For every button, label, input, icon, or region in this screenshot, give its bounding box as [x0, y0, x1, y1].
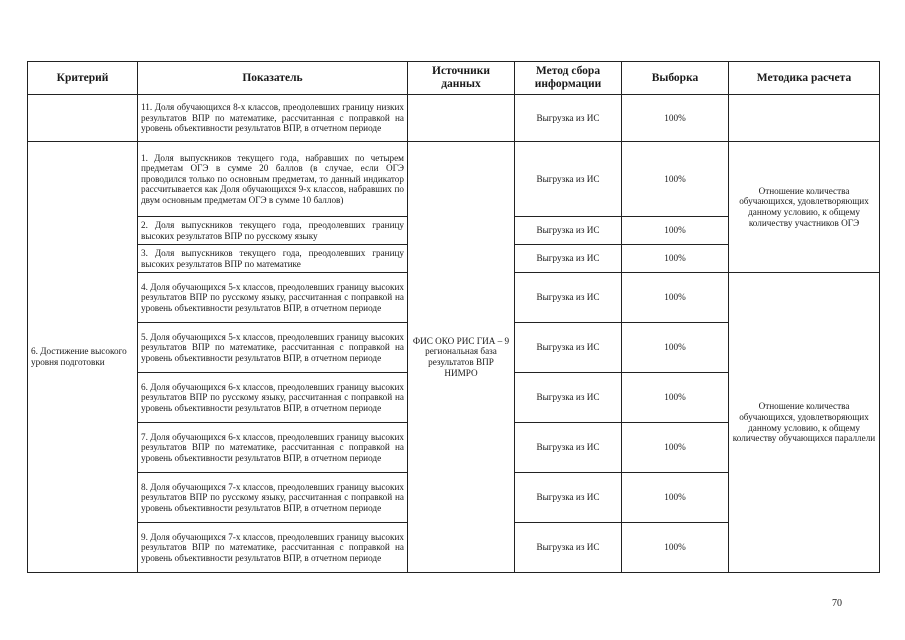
- table-row: [28, 142, 880, 217]
- sample-cell: 100%: [622, 423, 729, 473]
- page-number: 70: [832, 598, 842, 609]
- sample-cell: 100%: [622, 142, 729, 217]
- indicator-cell: 7. Доля обучающихся 6-х классов, преодолевших границу высоких результатов ВПР по математике, рассчитанная с поправкой на уровень объективности результатов ВПР, в отчетном периоде: [138, 423, 408, 473]
- header-sources: Источники данных: [408, 62, 515, 95]
- sample-cell: 100%: [622, 523, 729, 573]
- method-cell: Выгрузка из ИС: [515, 323, 622, 373]
- sample-cell: 100%: [622, 217, 729, 245]
- indicator-cell: 9. Доля обучающихся 7-х классов, преодолевших границу высоких результатов ВПР по математике, рассчитанная с поправкой на уровень объективности результатов ВПР, в отчетном периоде: [138, 523, 408, 573]
- methodology-cell-parallel: Отношение количества обучающихся, удовлетворяющих данному условию, к общему количеству обучающихся параллели: [729, 273, 880, 573]
- method-cell: Выгрузка из ИС: [515, 217, 622, 245]
- methodology-cell-empty: [729, 95, 880, 142]
- table-row: [28, 95, 880, 142]
- method-cell: Выгрузка из ИС: [515, 373, 622, 423]
- indicator-cell: 2. Доля выпускников текущего года, преодолевших границу высоких результатов ВПР по русскому языку: [138, 217, 408, 245]
- indicator-cell: 4. Доля обучающихся 5-х классов, преодолевших границу высоких результатов ВПР по русскому языку, рассчитанная с поправкой на уровень объективности результатов ВПР, в отчетном периоде: [138, 273, 408, 323]
- table-header-row: [28, 62, 880, 95]
- header-method: Метод сбора информации: [515, 62, 622, 95]
- sample-cell: 100%: [622, 373, 729, 423]
- method-cell: Выгрузка из ИС: [515, 245, 622, 273]
- criterion-cell-empty: [28, 95, 138, 142]
- method-cell: Выгрузка из ИС: [515, 423, 622, 473]
- method-cell: Выгрузка из ИС: [515, 523, 622, 573]
- indicator-cell: 8. Доля обучающихся 7-х классов, преодолевших границу высоких результатов ВПР по русскому языку, рассчитанная с поправкой на уровень объективности результатов ВПР, в отчетном периоде: [138, 473, 408, 523]
- criterion-cell: 6. Достижение высокого уровня подготовки: [28, 142, 138, 573]
- indicator-cell: 6. Доля обучающихся 6-х классов, преодолевших границу высоких результатов ВПР по русскому языку, рассчитанная с поправкой на уровень объективности результатов ВПР, в отчетном периоде: [138, 373, 408, 423]
- indicator-cell: 11. Доля обучающихся 8-х классов, преодолевших границу низких результатов ВПР по математике, рассчитанная с поправкой на уровень объективности результатов ВПР, в отчетном периоде: [138, 95, 408, 142]
- indicator-cell: 1. Доля выпускников текущего года, набравших по четырем предметам ОГЭ в сумме 20 баллов (в случае, если ОГЭ проводился только по основным предметам, то данный индикатор рассчитывается как Доля обучающихся 9-х классов, набравших по двум основным предметам ОГЭ в сумме 10 баллов): [138, 142, 408, 217]
- sample-cell: 100%: [622, 273, 729, 323]
- sources-cell: ФИС ОКО РИС ГИА – 9 региональная база результатов ВПР НИМРО: [408, 142, 515, 573]
- sample-cell: 100%: [622, 245, 729, 273]
- sample-cell: 100%: [622, 473, 729, 523]
- header-criterion: Критерий: [28, 62, 138, 95]
- header-methodology: Методика расчета: [729, 62, 880, 95]
- criteria-table: [27, 61, 880, 573]
- header-indicator: Показатель: [138, 62, 408, 95]
- indicator-cell: 5. Доля обучающихся 5-х классов, преодолевших границу высоких результатов ВПР по математике, рассчитанная с поправкой на уровень объективности результатов ВПР, в отчетном периоде: [138, 323, 408, 373]
- sample-cell: 100%: [622, 323, 729, 373]
- method-cell: Выгрузка из ИС: [515, 473, 622, 523]
- method-cell: Выгрузка из ИС: [515, 95, 622, 142]
- method-cell: Выгрузка из ИС: [515, 142, 622, 217]
- sample-cell: 100%: [622, 95, 729, 142]
- sources-cell-empty: [408, 95, 515, 142]
- indicator-cell: 3. Доля выпускников текущего года, преодолевших границу высоких результатов ВПР по математике: [138, 245, 408, 273]
- header-sample: Выборка: [622, 62, 729, 95]
- method-cell: Выгрузка из ИС: [515, 273, 622, 323]
- methodology-cell-oge: Отношение количества обучающихся, удовлетворяющих данному условию, к общему количеству участников ОГЭ: [729, 142, 880, 273]
